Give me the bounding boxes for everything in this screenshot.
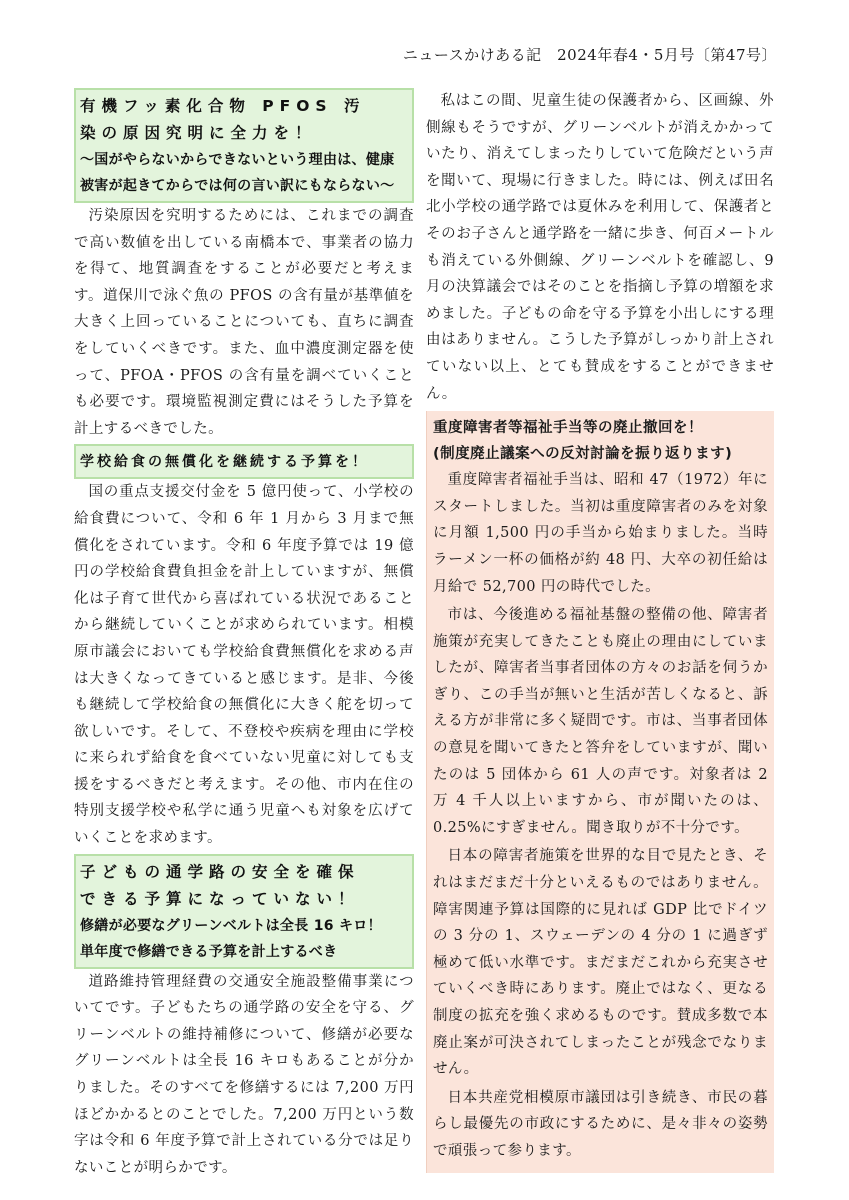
school-lunch-heading-box (74, 444, 414, 479)
welfare-paragraph-closing: 日本共産党相模原市議団は引き続き、市民の暮らし最優先の市政にするために、是々非々の姿勢で頑張って参ります。 (433, 1089, 768, 1159)
welfare-paragraph-city-reason: 市は、今後進める福祉基盤の整備の他、障害者施策が充実してきたことも廃止の理由にしていましたが、障害者当事者団体の方々のお話を伺うかぎり、この手当が無いと生活が苦しくなると、訴える方が非常に多く疑問です。市は、当事者団体の意見を聞いてきたと答弁をしていますが、聞いたのは 5 団体から 61 人の声です。対象者は 2 万 4 千人以上いますから、市が聞いたのは、0.25%にすぎません。聞き取りが不十分です。 (433, 607, 768, 836)
welfare-allowance-box (426, 411, 774, 1172)
school-route-subtitle-line2: 単年度で修繕できる予算を計上するべき (80, 943, 338, 960)
pfos-subtitle-line2: 被害が起きてからでは何の言い訳にもならない〜 (80, 178, 395, 194)
school-route-body: 道路維持管理経費の交通安全施設整備事業についてです。子どもたちの通学路の安全を守る、グリーンベルトの維持補修について、修繕が必要なグリーンベルトは全長 16 キロもあることが分かりました。そのすべてを修繕するには 7,200 万円ほどかかるとのことでした。7,200 万円という数字は令和 6 年度予算で計上されている分では足りないことが明らかです。 (74, 973, 414, 1176)
welfare-title-line1: 重度障害者等福祉手当等の廃止撤回を！ (433, 420, 703, 437)
school-lunch-title: 学校給食の無償化を継続する予算を！ (80, 454, 369, 471)
pfos-title-line2: 染の原因究明に全力を！ (80, 124, 317, 142)
school-route-subtitle-line1: 修繕が必要なグリーンベルトは全長 16 キロ！ (80, 917, 382, 934)
pfos-body: 汚染原因を究明するためには、これまでの調査で高い数値を出している南橋本で、事業者の協力を得て、地質調査をすることが必要だと考えます。道保川で泳ぐ魚の PFOS の含有量が基準値を大きく上回っていることについても、直ちに調査をしていくべきです。また、血中濃度測定器を使って、PFOA・PFOS の含有量を調べていくことも必要です。環境監視測定費にはそうした予算を計上するべきでした。 (74, 208, 414, 437)
welfare-paragraph-history: 重度障害者福祉手当は、昭和 47（1972）年にスタートしました。当初は重度障害者のみを対象に月額 1,500 円の手当から始まりました。当時ラーメン一杯の価格が約 48 円、大卒の初任給は月給で 52,700 円の時代でした。 (433, 472, 768, 595)
right-column (426, 88, 774, 1173)
welfare-paragraph-international: 日本の障害者施策を世界的な目で見たとき、それはまだまだ十分といえるものではありません。障害関連予算は国際的に見れば GDP 比でドイツの 3 分の 1、スウェーデンの 4 分の 1 に過ぎず極めて低い水準です。まだまだこれから充実させていくべき時にあります。廃止ではなく、更なる制度の拡充を強く求めるものです。賛成多数で本廃止案が可決されてしまったことが残念でなりません。 (433, 848, 768, 1078)
school-route-title-line1: 子どもの通学路の安全を確保 (80, 862, 360, 881)
pfos-subtitle-line1: 〜国がやらないからできないという理由は、健康 (80, 152, 395, 168)
pfos-heading-box (74, 88, 414, 203)
newsletter-masthead: ニュースかけある記 2024年春4・5月号〔第47号〕 (402, 46, 777, 64)
school-route-title-line2: できる予算になっていない！ (80, 889, 360, 908)
school-lunch-body: 国の重点支援交付金を 5 億円使って、小学校の給食費について、令和 6 年 1 月から 3 月まで無償化をされています。令和 6 年度予算では 19 億円の学校給食費負担金を計上していますが、無償化は子育て世代から喜ばれている状況であることから継続していくことが求められています。相模原市議会においても学校給食費無償化を求める声は大きくなってきていると感じます。是非、今後も継続して学校給食の無償化に大きく舵を切って欲しいです。そして、不登校や疾病を理由に学校に来られず給食を食べていない児童に対しても支援をするべきだと考えます。その他、市内在住の特別支援学校や私学に通う児童へも対象を広げていくことを求めます。 (74, 484, 414, 847)
welfare-title-line2: (制度廃止議案への反対討論を振り返ります) (433, 446, 733, 463)
pfos-title-line1: 有機フッ素化合物 PFOS 汚 (80, 97, 366, 115)
left-column (74, 88, 414, 1181)
school-route-heading-box (74, 854, 414, 969)
green-belt-paragraph: 私はこの間、児童生徒の保護者から、区画線、外側線もそうですが、グリーンベルトが消えかかっていたり、消えてしまったりしていて危険だという声を聞いて、現場に行きました。時には、例えば田名北小学校の通学路では夏休みを利用して、保護者とそのお子さんと通学路を一緒に歩き、何百メートルも消えている外側線、グリーンベルトを確認し、9 月の決算議会ではそのことを指摘し予算の増額を求めました。子どもの命を守る予算を小出しにする理由はありません。こうした予算がしっかり計上されていない以上、とても賛成をすることができません。 (426, 93, 774, 402)
